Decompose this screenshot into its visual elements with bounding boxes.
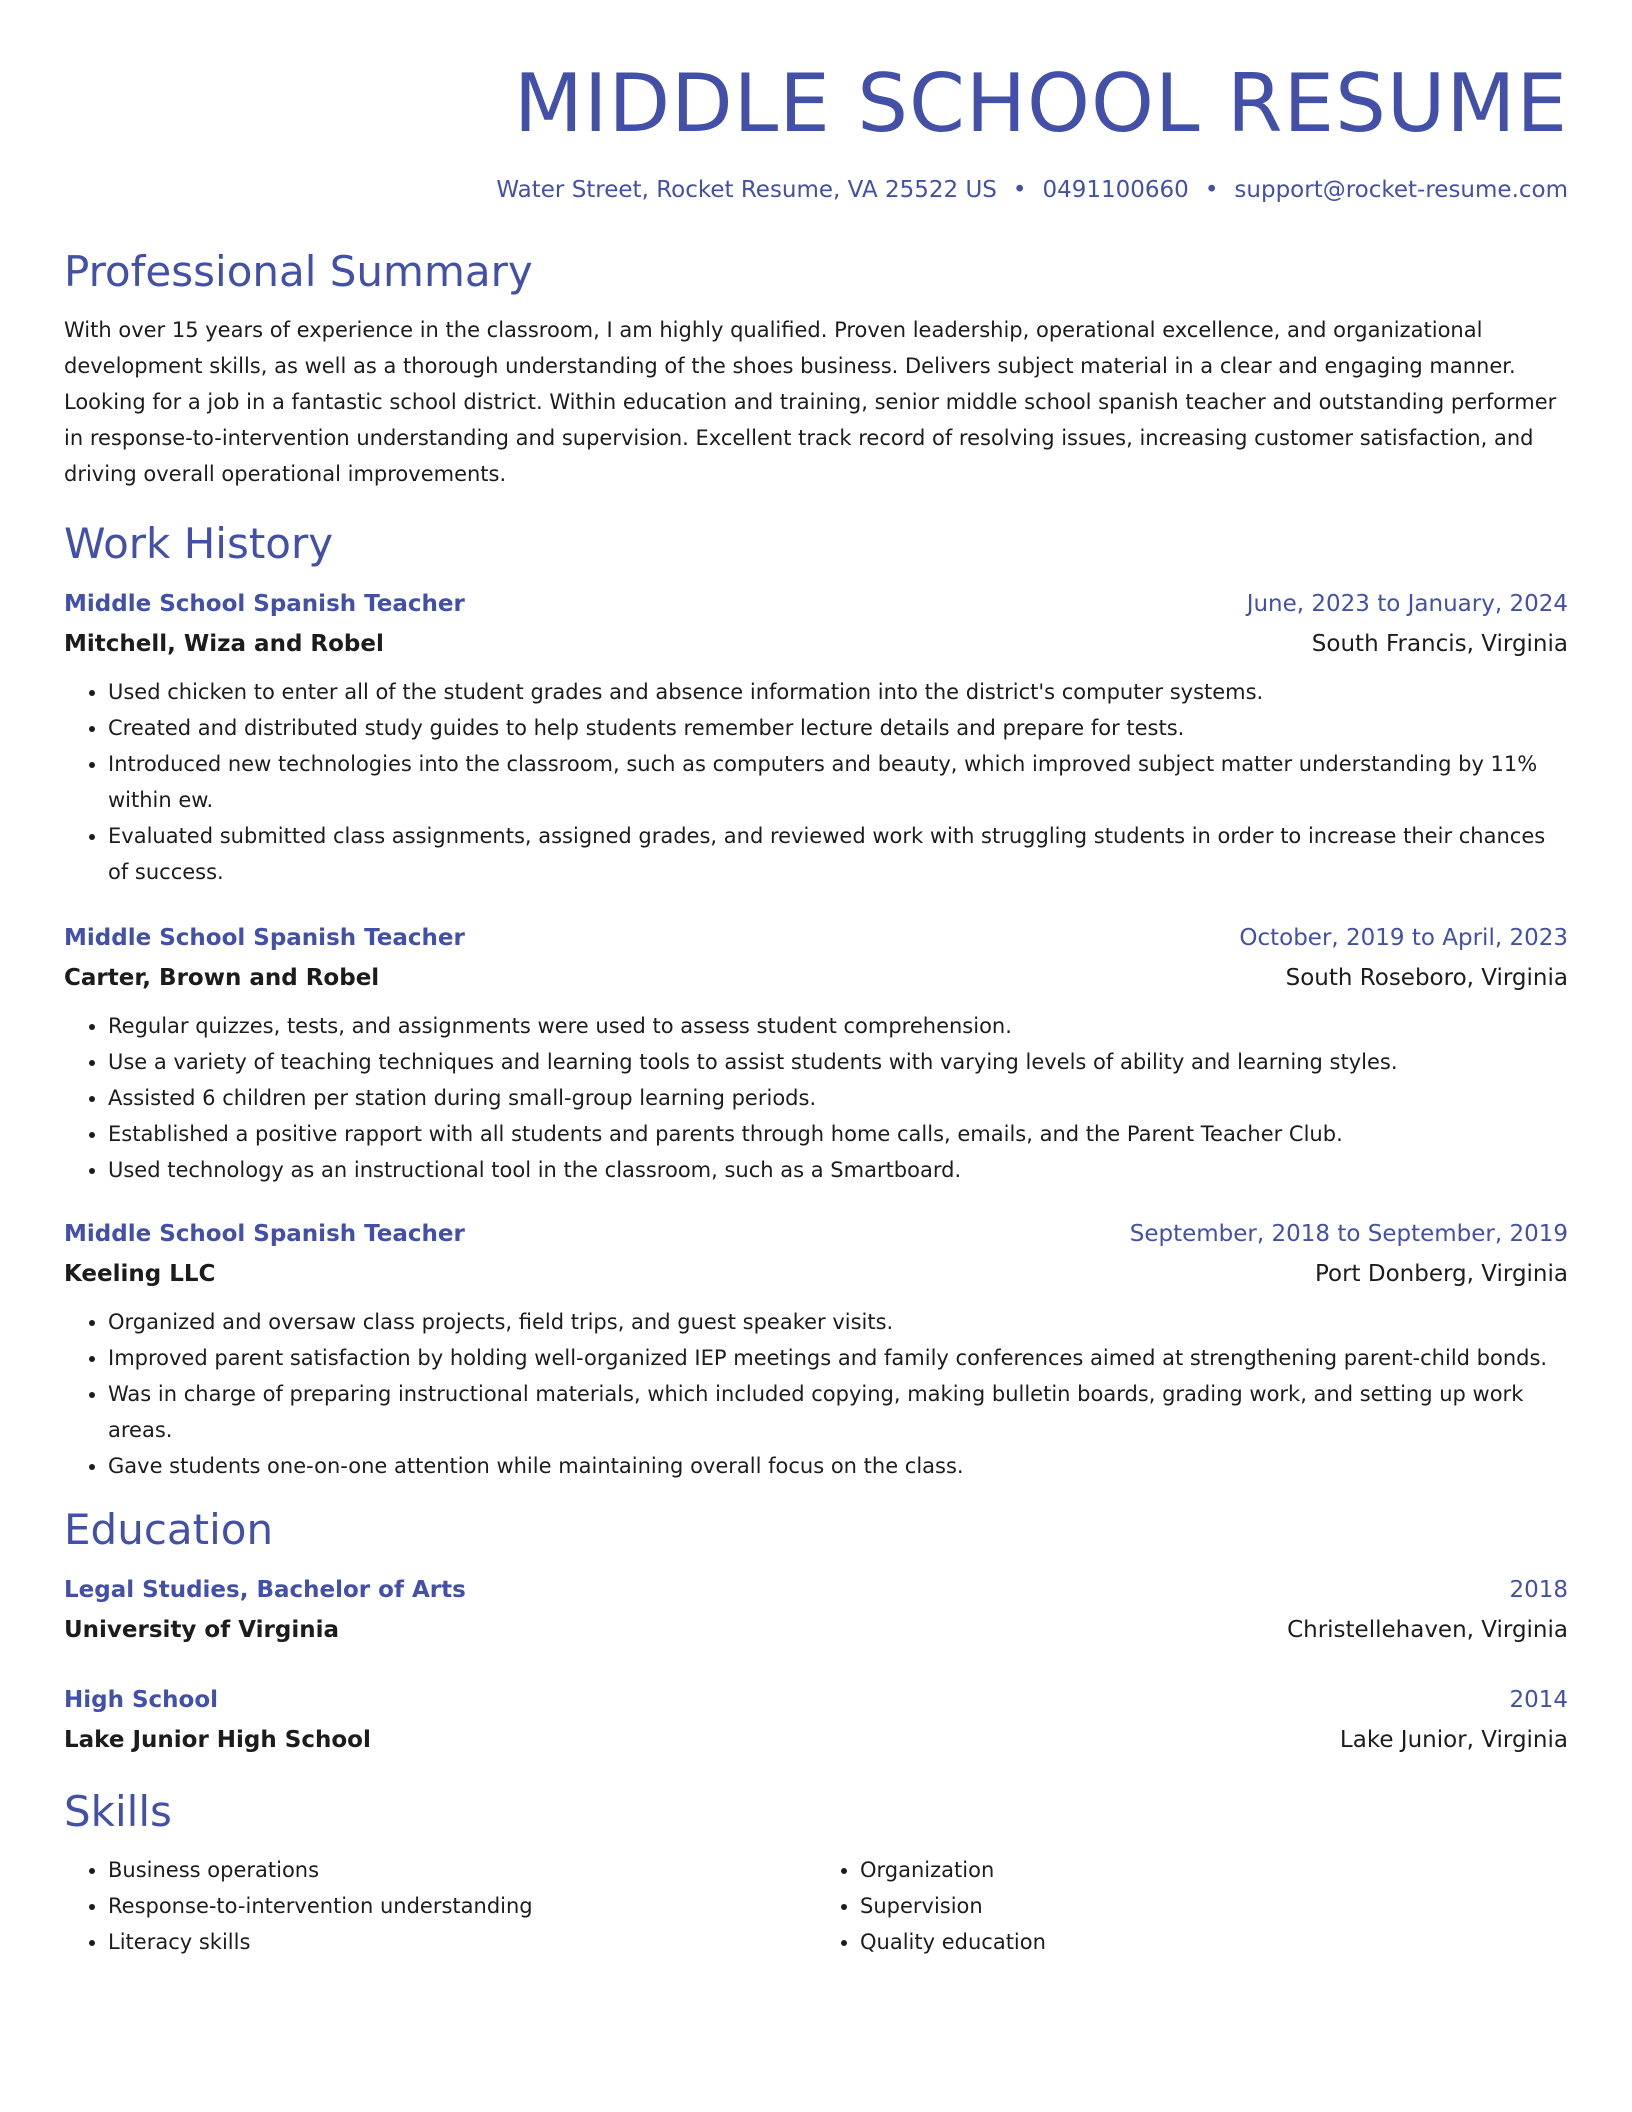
- education-location: Lake Junior, Virginia: [1339, 1727, 1568, 1753]
- education-year: 2018: [1509, 1577, 1568, 1603]
- list-item: • Improved parent satisfaction by holding well-organized IEP meetings and family conferences aimed at strengthening parent-child bonds.: [108, 1340, 1568, 1376]
- job-company: Mitchell, Wiza and Robel: [64, 631, 384, 657]
- list-item: • Organization: [860, 1852, 1568, 1888]
- contact-line: [64, 174, 1568, 206]
- contact-address: Water Street, Rocket Resume, VA 25522 US: [496, 177, 997, 203]
- job-bullets: [64, 674, 1568, 890]
- education-school: Lake Junior High School: [64, 1727, 371, 1753]
- summary-text: With over 15 years of experience in the classroom, I am highly qualified. Proven leadership, operational excellence, and organizational development skills, as well as a thorough understanding of the shoes business. Delivers subject material in a clear and engaging manner. Looking for a job in a fantastic school district. Within education and training, senior middle school spanish teacher and outstanding performer in response-to-intervention understanding and supervision. Excellent track record of resolving issues, increasing customer satisfaction, and driving overall operational improvements.: [64, 318, 1557, 486]
- education-entry: [64, 1570, 1568, 1650]
- job-location: South Roseboro, Virginia: [1285, 965, 1568, 991]
- job-title: Middle School Spanish Teacher: [64, 925, 465, 951]
- list-item: • Supervision: [860, 1888, 1568, 1924]
- list-item: • Business operations: [108, 1852, 816, 1888]
- job-bullets: [64, 1304, 1568, 1484]
- list-item: • Established a positive rapport with all students and parents through home calls, emails, and the Parent Teacher Club.: [108, 1116, 1568, 1152]
- list-item: • Evaluated submitted class assignments, assigned grades, and reviewed work with struggling students in order to increase their chances of success.: [108, 818, 1568, 890]
- contact-phone: 0491100660: [1042, 177, 1189, 203]
- resume-header: [64, 0, 1568, 206]
- list-item: • Was in charge of preparing instructional materials, which included copying, making bulletin boards, grading work, and setting up work areas.: [108, 1376, 1568, 1448]
- list-item: • Regular quizzes, tests, and assignments were used to assess student comprehension.: [108, 1008, 1568, 1044]
- job-entry: [64, 918, 1568, 1188]
- education-degree: High School: [64, 1687, 219, 1713]
- contact-separator: •: [1204, 177, 1219, 203]
- education-year: 2014: [1509, 1687, 1568, 1713]
- section-title-summary: Professional Summary: [64, 247, 533, 296]
- job-title: Middle School Spanish Teacher: [64, 591, 465, 617]
- job-title: Middle School Spanish Teacher: [64, 1221, 465, 1247]
- list-item: • Introduced new technologies into the classroom, such as computers and beauty, which improved subject matter understanding by 11% within ew.: [108, 746, 1568, 818]
- job-entry: [64, 1214, 1568, 1484]
- skills-column-left: [64, 1852, 816, 1960]
- list-item: • Assisted 6 children per station during small-group learning periods.: [108, 1080, 1568, 1116]
- list-item: • Created and distributed study guides to help students remember lecture details and prepare for tests.: [108, 710, 1568, 746]
- education-school: University of Virginia: [64, 1617, 340, 1643]
- job-dates: June, 2023 to January, 2024: [1246, 591, 1568, 617]
- resume-name: MIDDLE SCHOOL RESUME: [513, 57, 1568, 150]
- list-item: • Quality education: [860, 1924, 1568, 1960]
- skills-list: [64, 1852, 1568, 1960]
- section-title-work-history: Work History: [64, 519, 334, 568]
- list-item: • Organized and oversaw class projects, field trips, and guest speaker visits.: [108, 1304, 1568, 1340]
- job-entry: [64, 584, 1568, 890]
- list-item: • Gave students one-on-one attention while maintaining overall focus on the class.: [108, 1448, 1568, 1484]
- list-item: • Use a variety of teaching techniques and learning tools to assist students with varying levels of ability and learning styles.: [108, 1044, 1568, 1080]
- skills-column-right: [816, 1852, 1568, 1960]
- job-dates: September, 2018 to September, 2019: [1129, 1221, 1568, 1247]
- education-location: Christellehaven, Virginia: [1287, 1617, 1568, 1643]
- job-company: Carter, Brown and Robel: [64, 965, 380, 991]
- education-entry: [64, 1680, 1568, 1760]
- list-item: • Response-to-intervention understanding: [108, 1888, 816, 1924]
- list-item: • Literacy skills: [108, 1924, 816, 1960]
- job-location: South Francis, Virginia: [1311, 631, 1568, 657]
- job-bullets: [64, 1008, 1568, 1188]
- education-degree: Legal Studies, Bachelor of Arts: [64, 1577, 466, 1603]
- contact-email: support@rocket-resume.com: [1234, 177, 1568, 203]
- section-title-education: Education: [64, 1505, 274, 1554]
- contact-separator: •: [1012, 177, 1027, 203]
- job-location: Port Donberg, Virginia: [1314, 1261, 1568, 1287]
- section-title-skills: Skills: [64, 1787, 172, 1836]
- list-item: • Used chicken to enter all of the student grades and absence information into the district's computer systems.: [108, 674, 1568, 710]
- job-dates: October, 2019 to April, 2023: [1239, 925, 1568, 951]
- list-item: • Used technology as an instructional tool in the classroom, such as a Smartboard.: [108, 1152, 1568, 1188]
- job-company: Keeling LLC: [64, 1261, 216, 1287]
